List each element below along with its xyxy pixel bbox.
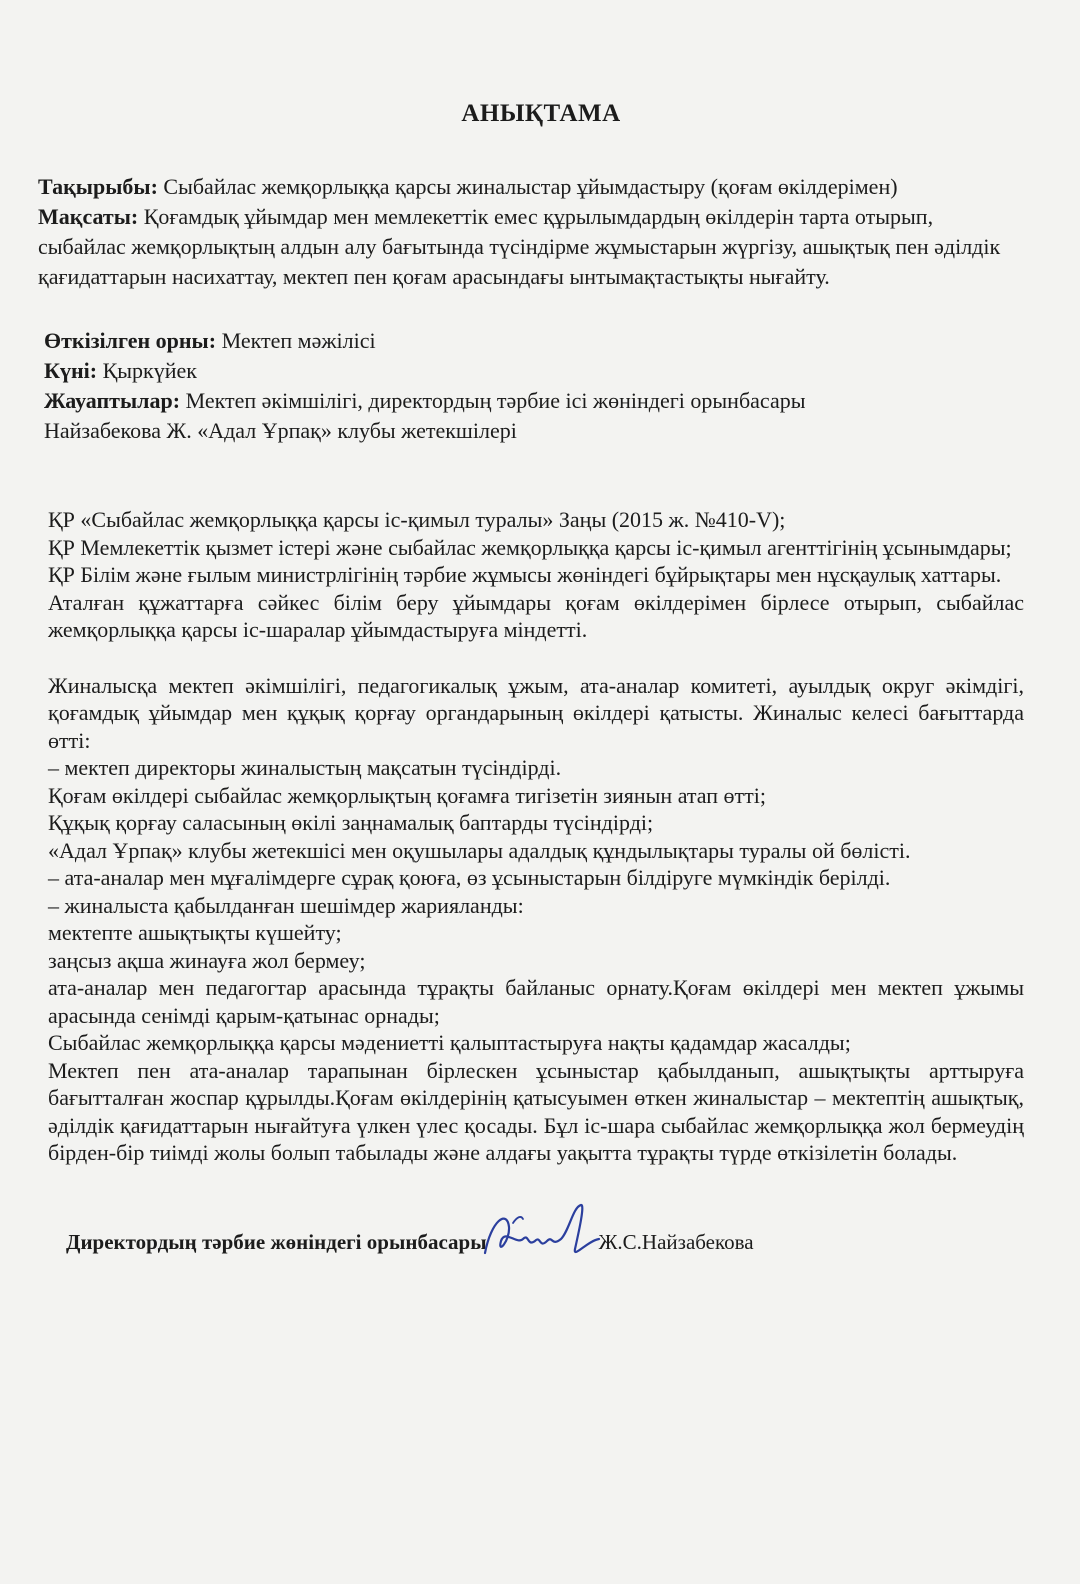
signature-stroke: [485, 1204, 599, 1252]
meeting-paragraph: Сыбайлас жемқорлыққа қарсы мәдениетті қалыптастыруға нақты қадамдар жасалды;: [48, 1030, 851, 1055]
meeting-paragraph: Жиналысқа мектеп әкімшілігі, педагогикалық ұжым, ата-аналар комитеті, ауылдық округ әкімдігі, қоғамдық ұйымдар мен құқық қорғау органдарының өкілдері қатысты. Жиналыс келесі бағыттарда өтті:: [48, 672, 1024, 753]
legal-basis-item: Аталған құжаттарға сәйкес білім беру ұйымдары қоғам өкілдерімен бірлесе отырып, сыбайлас жемқорлыққа қарсы іс-шаралар ұйымдастыруға міндетті.: [48, 589, 1024, 642]
meeting-paragraph: мектепте ашықтықты күшейту;: [48, 920, 342, 945]
date-text: Қыркүйек: [97, 358, 197, 383]
header-block: [38, 172, 1024, 292]
meeting-paragraph: заңсыз ақша жинауға жол бермеу;: [48, 947, 366, 973]
legal-basis-item: ҚР Мемлекеттік қызмет істері және сыбайлас жемқорлыққа қарсы іс-қимыл агенттігінің ұсынымдары;: [48, 534, 1012, 560]
responsible-line: [44, 386, 1024, 446]
date-label: Күні:: [44, 358, 98, 383]
meeting-paragraph: ата-аналар мен педагогтар арасында тұрақты байланыс орнату.Қоғам өкілдері мен мектеп ұжымы арасында сенімді қарым-қатынас орнады;: [48, 975, 1024, 1028]
document-title: АНЫҚТАМА: [461, 100, 621, 127]
meeting-paragraph: Құқық қорғау саласының өкілі заңнамалық баптарды түсіндірді;: [48, 810, 654, 835]
meeting-paragraph: – мектеп директоры жиналыстың мақсатын түсіндірді.: [48, 755, 562, 780]
topic-line: [38, 172, 1024, 202]
handwritten-signature: [477, 1201, 607, 1267]
legal-basis-item: ҚР «Сыбайлас жемқорлыққа қарсы іс-қимыл туралы» Заңы (2015 ж. №410-V);: [48, 507, 786, 532]
meeting-paragraph: Қоғам өкілдері сыбайлас жемқорлықтың қоғамға тигізетін зиянын атап өтті;: [48, 782, 766, 808]
venue-label: Өткізілген орны:: [44, 328, 217, 353]
signer-name: Ж.С.Найзабекова: [598, 1229, 754, 1254]
responsible-label: Жауаптылар:: [44, 388, 181, 413]
date-line: [44, 356, 1024, 386]
venue-text: Мектеп мәжілісі: [216, 328, 376, 353]
signature-row: [38, 1189, 1024, 1255]
signature-stroke: [513, 1216, 523, 1222]
topic-text: Сыбайлас жемқорлыққа қарсы жиналыстар ұйымдастыру (қоғам өкілдерімен): [157, 174, 898, 199]
responsible-text: Мектеп әкімшілігі, директордың тәрбие ісі жөніндегі орынбасары: [180, 388, 806, 413]
goal-label: Мақсаты:: [38, 204, 139, 229]
meeting-paragraph: Мектеп пен ата-аналар тарапынан бірлескен ұсыныстар қабылданып, ашықтықты арттыруға бағытталған жоспар құрылды.Қоғам өкілдерінің қатысуымен өткен жиналыстар – мектептің ашықтық, әділдік қағидаттарын нығайтуға үлкен үлес қосады. Бұл іс-шара сыбайлас жемқорлыққа жол бермеудің бірден-бір тиімді жолы болып табылады және алдағы уақытта тұрақты түрде өткізілетін болады.: [48, 1057, 1024, 1165]
venue-line: [44, 326, 1024, 356]
meta-block: [38, 326, 1024, 446]
responsible-text-continued: Найзабекова Ж. «Адал Ұрпақ» клубы жетекшілері: [44, 418, 517, 443]
goal-line: [38, 202, 1024, 292]
goal-text: Қоғамдық ұйымдар мен мемлекеттік емес құрылымдардың өкілдерін тарта отырып, сыбайлас жемқорлықтың алдын алу бағытында түсіндірме жұмыстарын жүргізу, ашықтық пен әділдік қағидаттарын насихаттау, мектеп пен қоғам арасындағы ынтымақтастықты нығайту.: [38, 204, 1001, 289]
body-block: [38, 506, 1024, 1167]
meeting-paragraph: – жиналыста қабылданған шешімдер жарияланды:: [48, 892, 524, 918]
topic-label: Тақырыбы:: [38, 174, 158, 199]
meeting-paragraph: – ата-аналар мен мұғалімдерге сұрақ қоюға, өз ұсыныстарын білдіруге мүмкіндік берілді.: [48, 865, 891, 890]
meeting-paragraph: «Адал Ұрпақ» клубы жетекшісі мен оқушылары адалдық құндылықтары туралы ой бөлісті.: [48, 837, 911, 863]
paragraph-gap: [48, 644, 1024, 672]
legal-basis-item: ҚР Білім және ғылым министрлігінің тәрбие жұмысы жөніндегі бұйрықтары мен нұсқаулық хаттары.: [48, 562, 1002, 587]
signer-role: Директордың тәрбие жөніндегі орынбасары: [66, 1229, 487, 1254]
